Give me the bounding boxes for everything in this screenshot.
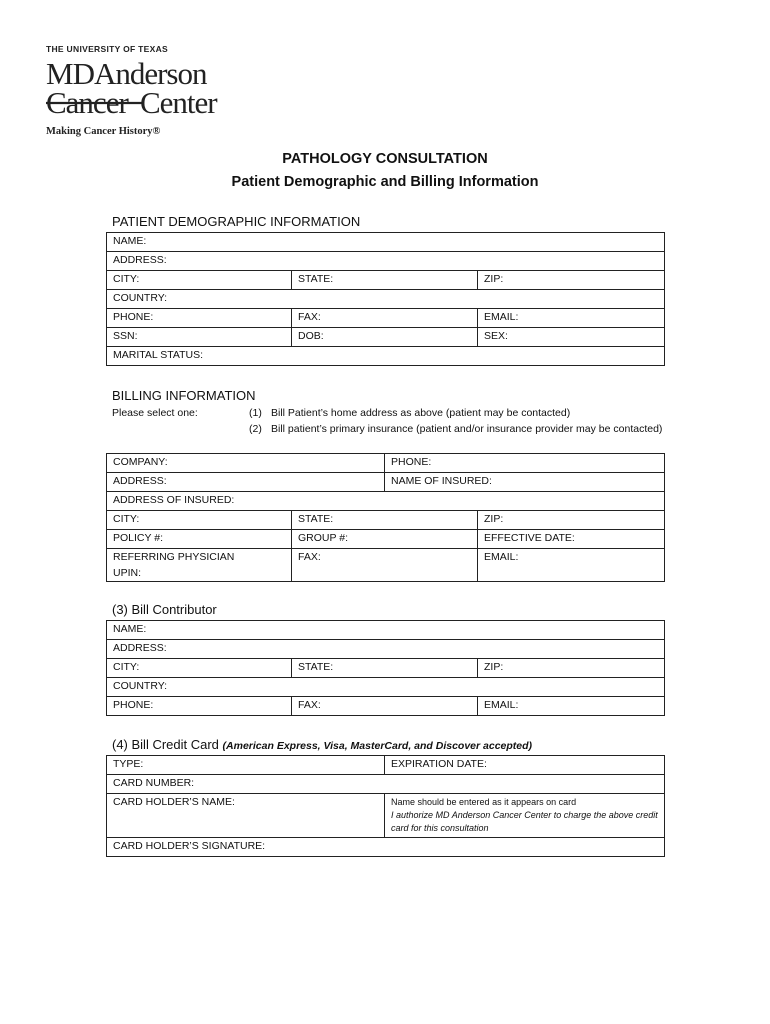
upin-label: UPIN: xyxy=(113,567,142,579)
billing-zip-field[interactable]: ZIP: xyxy=(478,511,665,530)
contributor-city-field[interactable]: CITY: xyxy=(107,659,292,678)
patient-phone-field[interactable]: PHONE: xyxy=(107,309,292,328)
demographic-table xyxy=(106,232,665,366)
card-authorization-note xyxy=(385,794,665,838)
billing-fax-field[interactable]: FAX: xyxy=(292,549,478,582)
billing-select-label: Please select one: xyxy=(112,407,198,419)
logo-university-text: THE UNIVERSITY OF TEXAS xyxy=(46,44,168,54)
page-subtitle: Patient Demographic and Billing Information xyxy=(231,174,539,190)
logo-line2b: Center xyxy=(140,85,217,118)
contributor-address-field[interactable]: ADDRESS: xyxy=(107,640,665,659)
patient-sex-field[interactable]: SEX: xyxy=(478,328,665,347)
patient-dob-field[interactable]: DOB: xyxy=(292,328,478,347)
patient-name-field[interactable]: NAME: xyxy=(107,233,665,252)
logo-wordmark xyxy=(46,56,236,118)
billing-address-field[interactable]: ADDRESS: xyxy=(107,473,385,492)
billing-group-field[interactable]: GROUP #: xyxy=(292,530,478,549)
demographic-heading: PATIENT DEMOGRAPHIC INFORMATION xyxy=(112,214,361,229)
credit-heading-note: (American Express, Visa, MasterCard, and Discover accepted) xyxy=(222,740,533,752)
billing-city-field[interactable]: CITY: xyxy=(107,511,292,530)
contributor-fax-field[interactable]: FAX: xyxy=(292,697,478,716)
patient-country-field[interactable]: COUNTRY: xyxy=(107,290,665,309)
billing-company-field[interactable]: COMPANY: xyxy=(107,454,385,473)
credit-heading-text: (4) Bill Credit Card xyxy=(112,737,219,752)
billing-address-of-insured-field[interactable]: ADDRESS OF INSURED: xyxy=(107,492,665,511)
billing-option-1-number: (1) xyxy=(249,407,262,419)
billing-policy-field[interactable]: POLICY #: xyxy=(107,530,292,549)
page-title: PATHOLOGY CONSULTATION xyxy=(282,151,488,167)
billing-name-of-insured-field[interactable]: NAME OF INSURED: xyxy=(385,473,665,492)
billing-email-field[interactable]: EMAIL: xyxy=(478,549,665,582)
patient-city-field[interactable]: CITY: xyxy=(107,271,292,290)
card-type-field[interactable]: TYPE: xyxy=(107,756,385,775)
billing-option-1-text: Bill Patient’s home address as above (patient may be contacted) xyxy=(271,407,571,419)
card-note-name: Name should be entered as it appears on card xyxy=(391,797,577,807)
card-note-authorize: I authorize MD Anderson Cancer Center to charge the above credit card for this consultation xyxy=(391,810,658,833)
patient-address-field[interactable]: ADDRESS: xyxy=(107,252,665,271)
patient-fax-field[interactable]: FAX: xyxy=(292,309,478,328)
billing-effective-date-field[interactable]: EFFECTIVE DATE: xyxy=(478,530,665,549)
card-holder-signature-field[interactable]: CARD HOLDER’S SIGNATURE: xyxy=(107,838,665,857)
patient-marital-status-field[interactable]: MARITAL STATUS: xyxy=(107,347,665,366)
logo-line2a: Cancer xyxy=(46,85,128,118)
billing-heading: BILLING INFORMATION xyxy=(112,388,256,403)
credit-heading xyxy=(112,737,532,752)
patient-ssn-field[interactable]: SSN: xyxy=(107,328,292,347)
contributor-heading: (3) Bill Contributor xyxy=(112,602,217,617)
logo-tagline: Making Cancer History® xyxy=(46,126,161,137)
contributor-name-field[interactable]: NAME: xyxy=(107,621,665,640)
contributor-zip-field[interactable]: ZIP: xyxy=(478,659,665,678)
referring-physician-label: REFERRING PHYSICIAN xyxy=(113,551,235,563)
card-expiration-field[interactable]: EXPIRATION DATE: xyxy=(385,756,665,775)
credit-table xyxy=(106,755,665,857)
logo-line1: MDAnderson xyxy=(46,56,207,91)
contributor-email-field[interactable]: EMAIL: xyxy=(478,697,665,716)
md-anderson-logo xyxy=(46,44,246,137)
patient-state-field[interactable]: STATE: xyxy=(292,271,478,290)
billing-state-field[interactable]: STATE: xyxy=(292,511,478,530)
patient-email-field[interactable]: EMAIL: xyxy=(478,309,665,328)
card-holder-name-field[interactable]: CARD HOLDER’S NAME: xyxy=(107,794,385,838)
patient-zip-field[interactable]: ZIP: xyxy=(478,271,665,290)
billing-option-2-number: (2) xyxy=(249,423,262,435)
billing-option-2-text: Bill patient’s primary insurance (patient and/or insurance provider may be contacted) xyxy=(271,423,663,435)
billing-phone-field[interactable]: PHONE: xyxy=(385,454,665,473)
billing-table xyxy=(106,453,665,582)
contributor-country-field[interactable]: COUNTRY: xyxy=(107,678,665,697)
contributor-state-field[interactable]: STATE: xyxy=(292,659,478,678)
contributor-table xyxy=(106,620,665,716)
billing-referring-physician-field[interactable] xyxy=(107,549,292,582)
card-number-field[interactable]: CARD NUMBER: xyxy=(107,775,665,794)
contributor-phone-field[interactable]: PHONE: xyxy=(107,697,292,716)
